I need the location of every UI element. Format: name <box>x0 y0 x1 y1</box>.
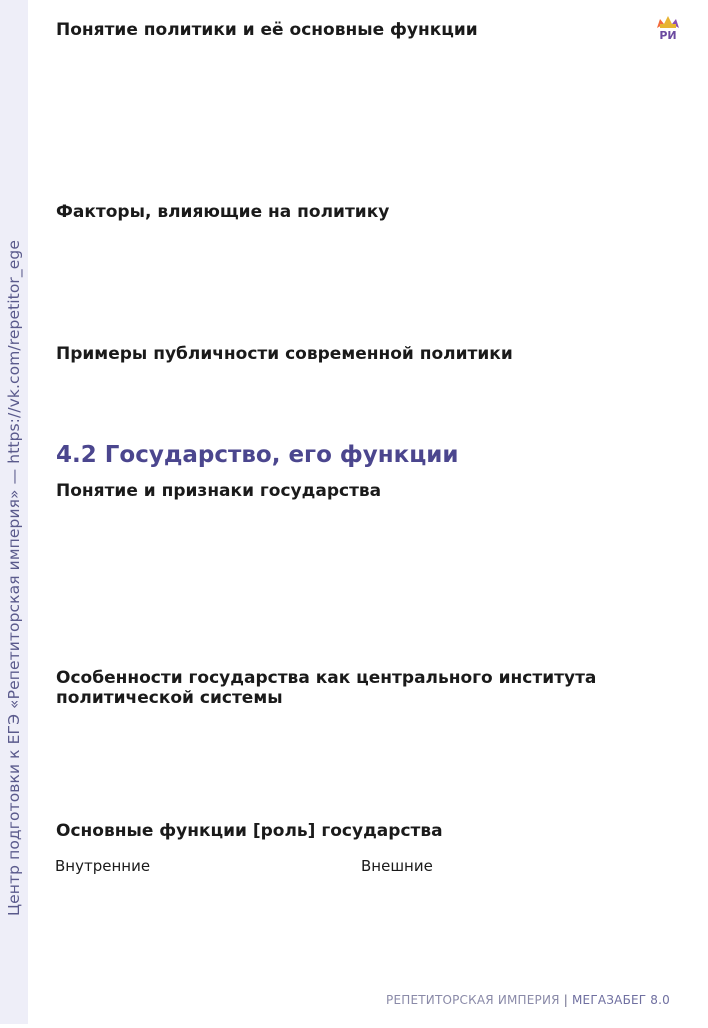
sidebar <box>0 0 28 1024</box>
heading-state-functions: Основные функции [роль] государства <box>56 821 443 841</box>
crown-icon <box>655 15 681 29</box>
footer <box>386 993 670 1007</box>
footer-separator: | <box>563 993 568 1007</box>
heading-state-features: Особенности государства как центрального института политической системы <box>56 668 597 708</box>
heading-politics-concept: Понятие политики и её основные функции <box>56 20 478 40</box>
heading-politics-publicity: Примеры публичности современной политики <box>56 344 513 364</box>
brand-logo <box>655 15 681 45</box>
section-title: 4.2 Государство, его функции <box>56 442 459 468</box>
logo-text: РИ <box>659 29 677 42</box>
sidebar-caption: Центр подготовки к ЕГЭ «Репетиторская империя» — https://vk.com/repetitor_ege <box>5 240 23 916</box>
footer-brand: РЕПЕТИТОРСКАЯ ИМПЕРИЯ <box>386 993 560 1007</box>
column-label-external: Внешние <box>361 857 433 875</box>
heading-state-concept: Понятие и признаки государства <box>56 481 382 501</box>
heading-politics-factors: Факторы, влияющие на политику <box>56 202 390 222</box>
footer-event: МЕГАЗАБЕГ 8.0 <box>572 993 670 1007</box>
column-label-internal: Внутренние <box>55 857 151 875</box>
